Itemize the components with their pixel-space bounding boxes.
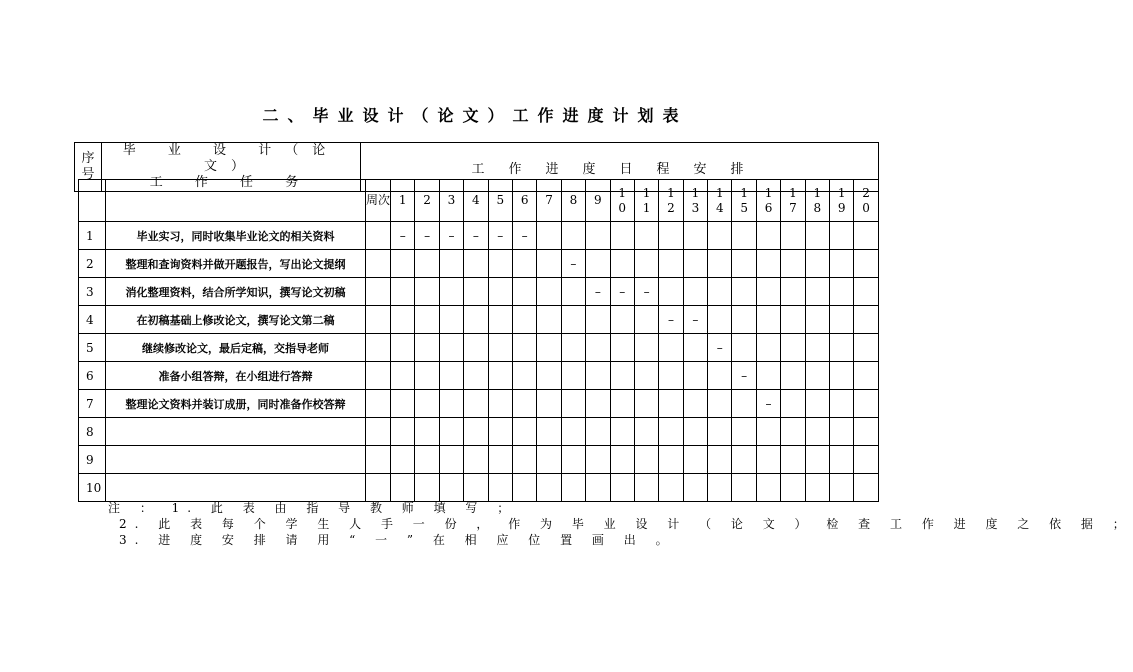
schedule-cell-week-12 [659, 418, 683, 446]
schedule-cell-week-11 [634, 306, 658, 334]
schedule-cell-week-2 [415, 474, 439, 502]
week-number-20: 2 0 [854, 180, 878, 222]
schedule-cell-week-1 [391, 390, 415, 418]
schedule-cell-week-4 [464, 334, 488, 362]
schedule-cell-week-1 [391, 334, 415, 362]
schedule-cell-week-5 [488, 390, 512, 418]
week-number-6: 6 [512, 180, 536, 222]
schedule-cell-week-8 [561, 250, 585, 278]
schedule-cell-week-20 [854, 306, 878, 334]
schedule-cell-week-10 [610, 474, 634, 502]
schedule-cell-week-2 [415, 334, 439, 362]
schedule-cell-week-19 [830, 362, 854, 390]
schedule-cell-week-12 [659, 446, 683, 474]
week-label-cell [366, 278, 391, 306]
schedule-cell-week-1 [391, 418, 415, 446]
schedule-cell-week-13 [683, 446, 707, 474]
schedule-cell-week-7 [537, 474, 561, 502]
schedule-cell-week-15 [732, 446, 756, 474]
schedule-cell-week-8 [561, 222, 585, 250]
row-number: 4 [79, 306, 106, 334]
task-header-line2: 工 作 任 务 [149, 175, 313, 190]
schedule-cell-week-7 [537, 362, 561, 390]
schedule-cell-week-3 [439, 250, 463, 278]
schedule-cell-week-17 [781, 418, 805, 446]
schedule-cell-week-16 [756, 222, 780, 250]
schedule-cell-week-1 [391, 446, 415, 474]
progress-mark: – [667, 312, 674, 327]
schedule-cell-week-11 [634, 278, 658, 306]
schedule-cell-week-14 [708, 334, 732, 362]
week-number-13: 1 3 [683, 180, 707, 222]
schedule-cell-week-12 [659, 362, 683, 390]
schedule-cell-week-7 [537, 446, 561, 474]
schedule-cell-week-14 [708, 474, 732, 502]
schedule-cell-week-2 [415, 278, 439, 306]
schedule-cell-week-3 [439, 306, 463, 334]
schedule-cell-week-11 [634, 222, 658, 250]
schedule-cell-week-18 [805, 446, 829, 474]
note-line-3: 3. 进 度 安 排 请 用 “ 一 ” 在 相 应 位 置 画 出 。 [119, 533, 676, 547]
schedule-cell-week-1 [391, 222, 415, 250]
schedule-cell-week-7 [537, 250, 561, 278]
schedule-cell-week-14 [708, 278, 732, 306]
schedule-cell-week-9 [586, 278, 610, 306]
schedule-cell-week-16 [756, 446, 780, 474]
schedule-cell-week-17 [781, 306, 805, 334]
schedule-cell-week-9 [586, 306, 610, 334]
schedule-cell-week-16 [756, 418, 780, 446]
schedule-cell-week-20 [854, 278, 878, 306]
schedule-cell-week-11 [634, 446, 658, 474]
schedule-cell-week-14 [708, 362, 732, 390]
schedule-cell-week-7 [537, 390, 561, 418]
note-line-2: 2. 此 表 每 个 学 生 人 手 一 份 ， 作 为 毕 业 设 计 （ 论 文 ） 检 查 工 作 进 度 之 依 据 ； [119, 517, 1133, 531]
week-label-cell [366, 362, 391, 390]
schedule-cell-week-4 [464, 306, 488, 334]
row-number: 9 [79, 446, 106, 474]
task-header-line1: 毕 业 设 计（论 文） [122, 143, 340, 174]
schedule-cell-week-12 [659, 334, 683, 362]
schedule-cell-week-2 [415, 250, 439, 278]
schedule-cell-week-9 [586, 250, 610, 278]
schedule-cell-week-17 [781, 390, 805, 418]
schedule-cell-week-4 [464, 474, 488, 502]
schedule-cell-week-17 [781, 362, 805, 390]
schedule-cell-week-4 [464, 222, 488, 250]
seq-header-line2: 号 [81, 167, 95, 182]
row-number: 1 [79, 222, 106, 250]
schedule-cell-week-11 [634, 250, 658, 278]
progress-mark: – [594, 284, 601, 299]
schedule-cell-week-2 [415, 390, 439, 418]
progress-mark: – [741, 368, 748, 383]
schedule-cell-week-18 [805, 278, 829, 306]
week-number-19: 1 9 [830, 180, 854, 222]
schedule-cell-week-14 [708, 306, 732, 334]
schedule-cell-week-10 [610, 390, 634, 418]
schedule-cell-week-1 [391, 278, 415, 306]
week-label-cell [366, 446, 391, 474]
schedule-cell-week-6 [512, 418, 536, 446]
schedule-cell-week-10 [610, 306, 634, 334]
week-number-17: 1 7 [781, 180, 805, 222]
schedule-cell-week-18 [805, 362, 829, 390]
schedule-cell-week-10 [610, 362, 634, 390]
schedule-cell-week-3 [439, 222, 463, 250]
schedule-cell-week-5 [488, 474, 512, 502]
week-number-10: 1 0 [610, 180, 634, 222]
progress-mark: – [643, 284, 650, 299]
schedule-cell-week-10 [610, 446, 634, 474]
schedule-cell-week-18 [805, 418, 829, 446]
schedule-cell-week-10 [610, 250, 634, 278]
schedule-cell-week-18 [805, 222, 829, 250]
task-cell: 整理和查询资料并做开题报告，写出论文提纲 [106, 250, 366, 278]
progress-mark: – [692, 312, 699, 327]
schedule-cell-week-5 [488, 446, 512, 474]
schedule-cell-week-13 [683, 306, 707, 334]
schedule-cell-week-13 [683, 474, 707, 502]
schedule-cell-week-12 [659, 390, 683, 418]
schedule-cell-week-1 [391, 474, 415, 502]
week-number-16: 1 6 [756, 180, 780, 222]
schedule-header-label: 工作进度日程安排 [361, 143, 879, 192]
task-cell [106, 474, 366, 502]
row-number: 8 [79, 418, 106, 446]
table-row [79, 362, 879, 390]
schedule-cell-week-16 [756, 334, 780, 362]
table-row [79, 306, 879, 334]
schedule-cell-week-17 [781, 222, 805, 250]
schedule-cell-week-19 [830, 446, 854, 474]
schedule-cell-week-20 [854, 390, 878, 418]
schedule-cell-week-18 [805, 250, 829, 278]
schedule-cell-week-8 [561, 334, 585, 362]
schedule-cell-week-14 [708, 250, 732, 278]
schedule-cell-week-7 [537, 418, 561, 446]
progress-mark: – [619, 284, 626, 299]
schedule-cell-week-3 [439, 362, 463, 390]
schedule-cell-week-16 [756, 390, 780, 418]
schedule-cell-week-11 [634, 390, 658, 418]
schedule-cell-week-10 [610, 222, 634, 250]
schedule-cell-week-6 [512, 446, 536, 474]
progress-mark: – [472, 228, 479, 243]
schedule-cell-week-5 [488, 278, 512, 306]
row-number: 2 [79, 250, 106, 278]
row-number: 3 [79, 278, 106, 306]
schedule-cell-week-6 [512, 250, 536, 278]
schedule-cell-week-8 [561, 418, 585, 446]
progress-mark: – [716, 340, 723, 355]
schedule-cell-week-4 [464, 446, 488, 474]
schedule-cell-week-6 [512, 390, 536, 418]
schedule-cell-week-6 [512, 278, 536, 306]
note-line-1: 注 ： 1. 此 表 由 指 导 教 师 填 写 ； [108, 501, 518, 515]
page-title: 二、毕业设计（论文）工作进度计划表 [262, 106, 688, 125]
schedule-cell-week-16 [756, 250, 780, 278]
task-cell: 在初稿基础上修改论文，撰写论文第二稿 [106, 306, 366, 334]
schedule-cell-week-13 [683, 390, 707, 418]
schedule-cell-week-19 [830, 390, 854, 418]
schedule-cell-week-3 [439, 390, 463, 418]
notes [108, 500, 1133, 548]
schedule-cell-week-4 [464, 390, 488, 418]
table-row [79, 446, 879, 474]
schedule-cell-week-4 [464, 250, 488, 278]
week-number-row [79, 180, 879, 222]
row-number: 10 [79, 474, 106, 502]
schedule-cell-week-16 [756, 278, 780, 306]
schedule-cell-week-8 [561, 474, 585, 502]
empty-cell [79, 180, 106, 222]
schedule-cell-week-11 [634, 334, 658, 362]
schedule-cell-week-1 [391, 306, 415, 334]
week-number-15: 1 5 [732, 180, 756, 222]
schedule-cell-week-18 [805, 474, 829, 502]
table-row [79, 390, 879, 418]
schedule-cell-week-17 [781, 334, 805, 362]
schedule-cell-week-12 [659, 306, 683, 334]
week-label-cell [366, 250, 391, 278]
schedule-cell-week-14 [708, 446, 732, 474]
schedule-cell-week-20 [854, 222, 878, 250]
row-number: 6 [79, 362, 106, 390]
schedule-cell-week-2 [415, 222, 439, 250]
week-number-14: 1 4 [708, 180, 732, 222]
week-label-cell [366, 418, 391, 446]
schedule-cell-week-17 [781, 278, 805, 306]
schedule-cell-week-10 [610, 418, 634, 446]
schedule-cell-week-13 [683, 250, 707, 278]
schedule-cell-week-2 [415, 418, 439, 446]
schedule-cell-week-7 [537, 306, 561, 334]
week-number-5: 5 [488, 180, 512, 222]
schedule-cell-week-8 [561, 278, 585, 306]
schedule-cell-week-11 [634, 418, 658, 446]
empty-cell [106, 180, 366, 222]
week-number-2: 2 [415, 180, 439, 222]
schedule-cell-week-18 [805, 334, 829, 362]
schedule-cell-week-6 [512, 306, 536, 334]
schedule-cell-week-9 [586, 418, 610, 446]
schedule-cell-week-9 [586, 334, 610, 362]
week-number-18: 1 8 [805, 180, 829, 222]
schedule-cell-week-15 [732, 334, 756, 362]
progress-mark: – [448, 228, 455, 243]
schedule-grid [78, 179, 879, 502]
schedule-cell-week-3 [439, 278, 463, 306]
schedule-cell-week-15 [732, 250, 756, 278]
schedule-cell-week-15 [732, 278, 756, 306]
schedule-cell-week-16 [756, 474, 780, 502]
schedule-cell-week-3 [439, 446, 463, 474]
week-number-8: 8 [561, 180, 585, 222]
progress-mark: – [521, 228, 528, 243]
schedule-cell-week-18 [805, 306, 829, 334]
schedule-cell-week-18 [805, 390, 829, 418]
table-row [79, 222, 879, 250]
schedule-cell-week-11 [634, 362, 658, 390]
schedule-cell-week-15 [732, 306, 756, 334]
schedule-cell-week-15 [732, 418, 756, 446]
schedule-cell-week-7 [537, 334, 561, 362]
schedule-cell-week-19 [830, 250, 854, 278]
schedule-cell-week-6 [512, 334, 536, 362]
schedule-cell-week-4 [464, 278, 488, 306]
task-cell: 消化整理资料，结合所学知识，撰写论文初稿 [106, 278, 366, 306]
row-number: 5 [79, 334, 106, 362]
schedule-cell-week-19 [830, 474, 854, 502]
schedule-cell-week-19 [830, 418, 854, 446]
week-number-11: 1 1 [634, 180, 658, 222]
schedule-cell-week-20 [854, 446, 878, 474]
week-number-9: 9 [586, 180, 610, 222]
schedule-cell-week-7 [537, 278, 561, 306]
table-row [79, 418, 879, 446]
schedule-cell-week-4 [464, 362, 488, 390]
task-cell: 毕业实习，同时收集毕业论文的相关资料 [106, 222, 366, 250]
schedule-cell-week-12 [659, 250, 683, 278]
schedule-cell-week-17 [781, 250, 805, 278]
schedule-cell-week-19 [830, 334, 854, 362]
task-cell: 整理论文资料并装订成册，同时准备作校答辩 [106, 390, 366, 418]
schedule-cell-week-6 [512, 362, 536, 390]
schedule-cell-week-9 [586, 446, 610, 474]
schedule-cell-week-2 [415, 306, 439, 334]
seq-header-line1: 序 [81, 151, 95, 166]
schedule-cell-week-20 [854, 250, 878, 278]
week-number-1: 1 [391, 180, 415, 222]
schedule-cell-week-5 [488, 250, 512, 278]
task-cell [106, 418, 366, 446]
schedule-cell-week-6 [512, 474, 536, 502]
schedule-cell-week-6 [512, 222, 536, 250]
schedule-cell-week-5 [488, 362, 512, 390]
schedule-cell-week-3 [439, 334, 463, 362]
schedule-cell-week-15 [732, 362, 756, 390]
progress-mark: – [399, 228, 406, 243]
week-label-cell [366, 306, 391, 334]
schedule-cell-week-5 [488, 418, 512, 446]
task-cell: 准备小组答辩，在小组进行答辩 [106, 362, 366, 390]
schedule-cell-week-14 [708, 418, 732, 446]
schedule-cell-week-3 [439, 474, 463, 502]
schedule-cell-week-17 [781, 446, 805, 474]
week-label: 周次 [366, 180, 391, 222]
schedule-cell-week-8 [561, 390, 585, 418]
week-label-cell [366, 334, 391, 362]
progress-mark: – [497, 228, 504, 243]
schedule-cell-week-12 [659, 222, 683, 250]
schedule-cell-week-8 [561, 446, 585, 474]
schedule-cell-week-19 [830, 222, 854, 250]
week-label-cell [366, 474, 391, 502]
task-cell: 继续修改论文，最后定稿，交指导老师 [106, 334, 366, 362]
schedule-cell-week-16 [756, 306, 780, 334]
schedule-cell-week-4 [464, 418, 488, 446]
table-row [79, 250, 879, 278]
week-number-12: 1 2 [659, 180, 683, 222]
schedule-cell-week-20 [854, 474, 878, 502]
schedule-cell-week-11 [634, 474, 658, 502]
schedule-cell-week-9 [586, 362, 610, 390]
schedule-cell-week-9 [586, 222, 610, 250]
schedule-cell-week-12 [659, 474, 683, 502]
schedule-cell-week-15 [732, 390, 756, 418]
progress-mark: – [570, 256, 577, 271]
schedule-cell-week-13 [683, 278, 707, 306]
schedule-cell-week-19 [830, 278, 854, 306]
schedule-cell-week-13 [683, 418, 707, 446]
schedule-cell-week-9 [586, 474, 610, 502]
schedule-cell-week-9 [586, 390, 610, 418]
schedule-cell-week-20 [854, 334, 878, 362]
schedule-cell-week-20 [854, 418, 878, 446]
schedule-cell-week-2 [415, 446, 439, 474]
week-number-3: 3 [439, 180, 463, 222]
schedule-cell-week-7 [537, 222, 561, 250]
table-row [79, 334, 879, 362]
schedule-cell-week-14 [708, 222, 732, 250]
schedule-cell-week-20 [854, 362, 878, 390]
schedule-cell-week-17 [781, 474, 805, 502]
week-label-cell [366, 222, 391, 250]
schedule-cell-week-1 [391, 250, 415, 278]
progress-mark: – [424, 228, 431, 243]
schedule-cell-week-5 [488, 334, 512, 362]
week-label-cell [366, 390, 391, 418]
schedule-cell-week-14 [708, 390, 732, 418]
schedule-cell-week-10 [610, 334, 634, 362]
schedule-cell-week-8 [561, 306, 585, 334]
schedule-cell-week-1 [391, 362, 415, 390]
schedule-cell-week-5 [488, 306, 512, 334]
schedule-cell-week-3 [439, 418, 463, 446]
schedule-cell-week-2 [415, 362, 439, 390]
schedule-cell-week-16 [756, 362, 780, 390]
schedule-cell-week-19 [830, 306, 854, 334]
week-number-4: 4 [464, 180, 488, 222]
table-row [79, 278, 879, 306]
row-number: 7 [79, 390, 106, 418]
table-row [79, 474, 879, 502]
progress-mark: – [765, 396, 772, 411]
task-cell [106, 446, 366, 474]
schedule-cell-week-10 [610, 278, 634, 306]
schedule-cell-week-8 [561, 362, 585, 390]
schedule-cell-week-13 [683, 334, 707, 362]
schedule-cell-week-5 [488, 222, 512, 250]
schedule-cell-week-13 [683, 362, 707, 390]
schedule-cell-week-15 [732, 222, 756, 250]
schedule-cell-week-12 [659, 278, 683, 306]
schedule-cell-week-15 [732, 474, 756, 502]
week-number-7: 7 [537, 180, 561, 222]
schedule-cell-week-13 [683, 222, 707, 250]
